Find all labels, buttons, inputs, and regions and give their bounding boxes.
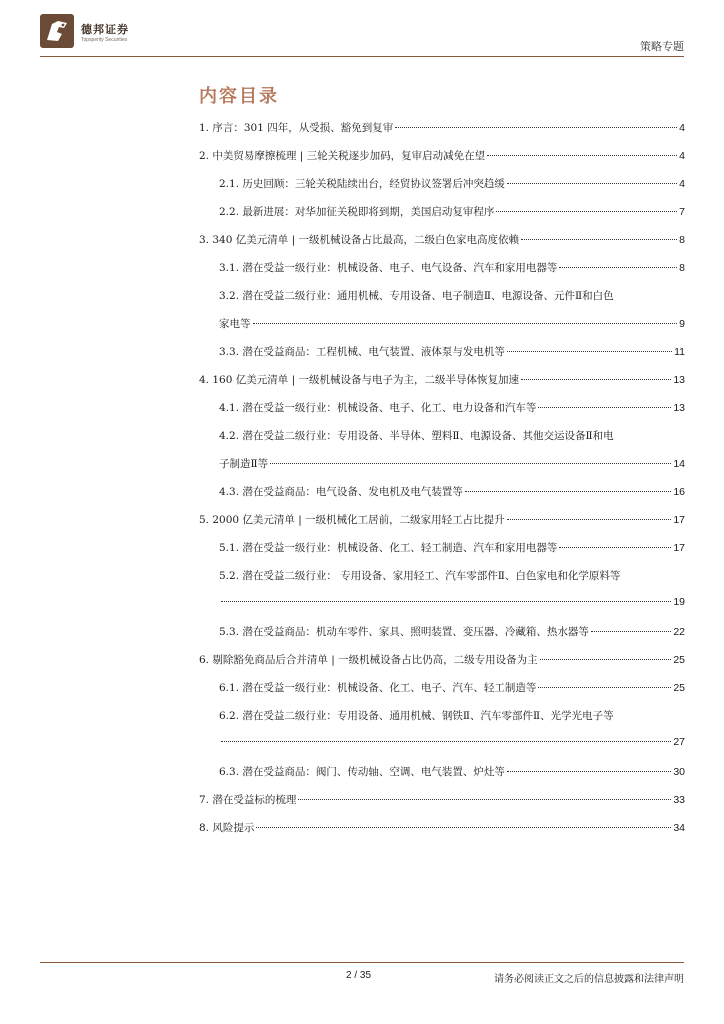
toc-leader-dots — [487, 155, 677, 156]
toc-entry-page: 17 — [673, 542, 685, 554]
header-divider — [40, 56, 684, 57]
toc-entry-page: 34 — [673, 822, 685, 834]
toc-entry-page: 25 — [673, 654, 685, 666]
toc-entry-text: 家电等 — [219, 318, 251, 330]
toc-entry-text: 5.2. 潜在受益二级行业： 专用设备、家用轻工、汽车零部件Ⅱ、白色家电和化学原料等 — [219, 570, 621, 582]
toc-leader-dots — [538, 407, 671, 408]
legal-disclaimer: 请务必阅读正文之后的信息披露和法律声明 — [494, 974, 684, 985]
toc-leader-dots — [221, 601, 671, 602]
toc-leader-dots — [298, 799, 671, 800]
toc-entry[interactable] — [199, 792, 685, 807]
toc-entry-page: 17 — [673, 514, 685, 526]
toc-entry-page: 8 — [679, 262, 685, 274]
toc-leader-dots — [559, 547, 671, 548]
toc-entry-text: 3.2. 潜在受益二级行业：通用机械、专用设备、电子制造Ⅱ、电源设备、元件Ⅱ和白色 — [219, 290, 614, 302]
toc-entry-text: 3.1. 潜在受益一级行业：机械设备、电子、电气设备、汽车和家用电器等 — [219, 262, 558, 274]
toc-entry[interactable] — [199, 372, 685, 387]
toc-leader-dots — [538, 687, 671, 688]
toc-entry-text: 5. 2000 亿美元清单 | 一级机械化工居前，二级家用轻工占比提升 — [199, 514, 505, 526]
toc-entry-page: 9 — [679, 318, 685, 330]
toc-entry-text: 5.1. 潜在受益一级行业：机械设备、化工、轻工制造、汽车和家用电器等 — [219, 542, 558, 554]
toc-entry-page: 30 — [673, 766, 685, 778]
toc-entry[interactable] — [219, 568, 685, 583]
toc-entry-page: 11 — [674, 346, 685, 358]
brand-name-en: Topsperity Securities — [81, 37, 128, 43]
toc-entry[interactable] — [219, 484, 685, 499]
toc-entry-page: 33 — [673, 794, 685, 806]
toc-entry-page: 16 — [673, 486, 685, 498]
toc-entry-page: 8 — [679, 234, 685, 246]
toc-leader-dots — [521, 239, 677, 240]
footer-divider — [40, 962, 684, 963]
page-header — [40, 14, 684, 58]
toc-leader-dots — [395, 127, 677, 128]
toc-entry-text: 6.1. 潜在受益一级行业：机械设备、化工、电子、汽车、轻工制造等 — [219, 682, 537, 694]
toc-entry[interactable] — [219, 764, 685, 779]
toc-entry[interactable] — [199, 232, 685, 247]
page-number: 2 / 35 — [346, 970, 372, 981]
toc-entry-continuation[interactable] — [219, 596, 685, 608]
toc-entry-text: 6.3. 潜在受益商品：阀门、传动轴、空调、电气装置、炉灶等 — [219, 766, 505, 778]
toc-entry-text: 8. 风险提示 — [199, 822, 255, 834]
toc-entry-page: 27 — [673, 736, 685, 748]
toc-entry-page: 4 — [679, 122, 685, 134]
toc-entry-page: 4 — [679, 178, 685, 190]
toc-entry[interactable] — [219, 344, 685, 359]
toc-entry-page: 25 — [673, 682, 685, 694]
toc-entry-text: 4.3. 潜在受益商品：电气设备、发电机及电气装置等 — [219, 486, 463, 498]
toc-entry-text: 2.2. 最新进展：对华加征关税即将到期，美国启动复审程序 — [219, 206, 495, 218]
brand-name-cn: 德邦证券 — [81, 23, 129, 36]
toc-entry-page: 13 — [673, 402, 685, 414]
toc-entry[interactable] — [199, 652, 685, 667]
toc-leader-dots — [256, 827, 671, 828]
report-type: 策略专题 — [640, 40, 684, 53]
toc-entry-text: 4.1. 潜在受益一级行业：机械设备、电子、化工、电力设备和汽车等 — [219, 402, 537, 414]
toc-entry-text: 6.2. 潜在受益二级行业：专用设备、通用机械、钢铁Ⅱ、汽车零部件Ⅱ、光学光电子等 — [219, 710, 614, 722]
toc-entry[interactable] — [199, 148, 685, 163]
toc-entry-text: 2.1. 历史回顾：三轮关税陆续出台，经贸协议签署后冲突趋缓 — [219, 178, 505, 190]
toc-entry-text: 7. 潜在受益标的梳理 — [199, 794, 297, 806]
toc-leader-dots — [540, 659, 672, 660]
toc-entry-text: 4.2. 潜在受益二级行业：专用设备、半导体、塑料Ⅱ、电源设备、其他交运设备Ⅱ和电 — [219, 430, 614, 442]
toc-entry-page: 13 — [673, 374, 685, 386]
toc-entry[interactable] — [219, 540, 685, 555]
toc-entry-text: 5.3. 潜在受益商品：机动车零件、家具、照明装置、变压器、冷藏箱、热水器等 — [219, 626, 589, 638]
toc-entry-page: 7 — [679, 206, 685, 218]
toc-entry[interactable] — [199, 512, 685, 527]
toc-entry-page: 14 — [673, 458, 685, 470]
toc-entry[interactable] — [219, 204, 685, 219]
toc-entry[interactable] — [219, 708, 685, 723]
toc-entry[interactable] — [219, 400, 685, 415]
toc-leader-dots — [507, 351, 672, 352]
toc-leader-dots — [559, 267, 677, 268]
toc-leader-dots — [507, 519, 672, 520]
toc-entry-text: 6. 剔除豁免商品后合并清单 | 一级机械设备占比仍高，二级专用设备为主 — [199, 654, 538, 666]
toc-entry[interactable] — [199, 820, 685, 835]
toc-entry[interactable] — [219, 288, 685, 303]
toc-entry-continuation[interactable] — [219, 736, 685, 748]
toc-entry-page: 19 — [673, 596, 685, 608]
toc-leader-dots — [507, 771, 671, 772]
toc-leader-dots — [465, 491, 671, 492]
toc-leader-dots — [221, 741, 671, 742]
toc-entry-text: 3. 340 亿美元清单 | 一级机械设备占比最高，二级白色家电高度依赖 — [199, 234, 519, 246]
toc-entry-text: 2. 中美贸易摩擦梳理 | 三轮关税逐步加码，复审启动减免在望 — [199, 150, 486, 162]
toc-entry-page: 4 — [679, 150, 685, 162]
toc-title: 内容目录 — [199, 86, 279, 107]
toc-leader-dots — [521, 379, 671, 380]
toc-entry-text: 4. 160 亿美元清单 | 一级机械设备与电子为主，二级半导体恢复加速 — [199, 374, 519, 386]
toc-entry-continuation[interactable] — [219, 456, 685, 471]
toc-leader-dots — [496, 211, 677, 212]
toc-entry[interactable] — [219, 260, 685, 275]
toc-leader-dots — [507, 183, 677, 184]
toc-entry-text: 3.3. 潜在受益商品：工程机械、电气装置、液体泵与发电机等 — [219, 346, 505, 358]
toc-leader-dots — [253, 323, 678, 324]
toc-entry-text: 1. 序言：301 四年，从受损、豁免到复审 — [199, 122, 394, 134]
toc-entry[interactable] — [219, 428, 685, 443]
toc-entry[interactable] — [199, 120, 685, 135]
company-logo-icon — [40, 14, 74, 48]
toc-entry-text: 子制造Ⅱ等 — [219, 458, 269, 470]
toc-entry[interactable] — [219, 680, 685, 695]
toc-entry-page: 22 — [673, 626, 685, 638]
toc-leader-dots — [591, 631, 671, 632]
toc-leader-dots — [270, 463, 671, 464]
toc-entry-continuation[interactable] — [219, 316, 685, 331]
toc-entry[interactable] — [219, 176, 685, 191]
toc-entry[interactable] — [219, 624, 685, 639]
